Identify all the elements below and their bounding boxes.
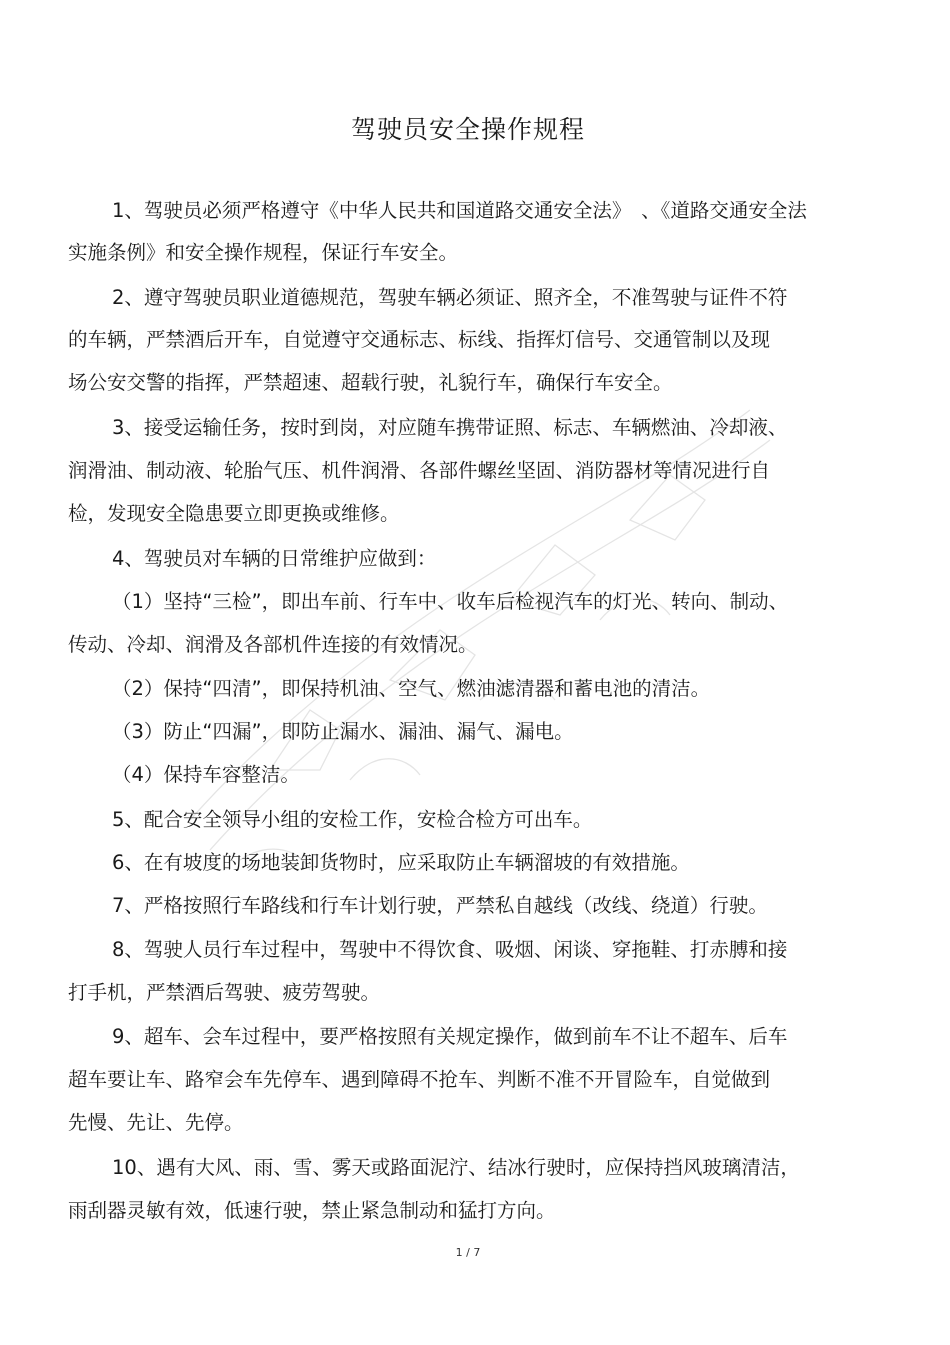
page-number: 1 / 7: [455, 1246, 481, 1259]
paragraph-line: 6、在有坡度的场地装卸货物时，应采取防止车辆溜坡的有效措施。: [112, 851, 690, 874]
paragraph-line: 8、驾驶人员行车过程中，驾驶中不得饮食、吸烟、闲谈、穿拖鞋、打赤膊和接: [112, 938, 788, 961]
paragraph-line: 传动、冷却、润滑及各部机件连接的有效情况。: [68, 633, 478, 656]
paragraph-line: 5、配合安全领导小组的安检工作，安检合检方可出车。: [112, 808, 593, 831]
paragraph-line: （3）防止“四漏”，即防止漏水、漏油、漏气、漏电。: [112, 720, 574, 743]
paragraph-line: 3、接受运输任务，按时到岗，对应随车携带证照、标志、车辆燃油、冷却液、: [112, 416, 788, 439]
paragraph-line: 场公安交警的指挥，严禁超速、超载行驶，礼貌行车，确保行车安全。: [68, 371, 673, 394]
paragraph-line: 的车辆，严禁酒后开车，自觉遵守交通标志、标线、指挥灯信号、交通管制以及现: [68, 328, 771, 351]
paragraph-line: （4）保持车容整洁。: [112, 763, 300, 786]
paragraph-line: （2）保持“四清”，即保持机油、空气、燃油滤清器和蓄电池的清洁。: [112, 677, 711, 700]
paragraph-line: 7、严格按照行车路线和行车计划行驶，严禁私自越线（改线、绕道）行驶。: [112, 894, 768, 917]
paragraph-line: 4、驾驶员对车辆的日常维护应做到：: [112, 547, 437, 570]
paragraph-line: 9、超车、会车过程中，要严格按照有关规定操作，做到前车不让不超车、后车: [112, 1025, 788, 1048]
paragraph-line: 2、遵守驾驶员职业道德规范，驾驶车辆必须证、照齐全，不准驾驶与证件不符: [112, 286, 788, 309]
paragraph-line: 1、驾驶员必须严格遵守《中华人民共和国道路交通安全法》 、《道路交通安全法: [112, 199, 807, 222]
paragraph-line: 打手机，严禁酒后驾驶、疲劳驾驶。: [68, 981, 381, 1004]
paragraph-line: 10、遇有大风、雨、雪、雾天或路面泥泞、结冰行驶时，应保持挡风玻璃清洁，: [112, 1156, 800, 1179]
paragraph-line: 实施条例》和安全操作规程，保证行车安全。: [68, 241, 459, 264]
paragraph-line: 雨刮器灵敏有效，低速行驶，禁止紧急制动和猛打方向。: [68, 1199, 556, 1222]
paragraph-line: 先慢、先让、先停。: [68, 1111, 244, 1134]
paragraph-line: 检，发现安全隐患要立即更换或维修。: [68, 502, 400, 525]
paragraph-line: 超车要让车、路窄会车先停车、遇到障碍不抢车、判断不准不开冒险车，自觉做到: [68, 1068, 771, 1091]
document-title: 驾驶员安全操作规程: [350, 115, 585, 144]
paragraph-line: （1）坚持“三检”，即出车前、行车中、收车后检视汽车的灯光、转向、制动、: [112, 590, 789, 613]
paragraph-line: 润滑油、制动液、轮胎气压、机件润滑、各部件螺丝坚固、消防器材等情况进行自: [68, 459, 771, 482]
